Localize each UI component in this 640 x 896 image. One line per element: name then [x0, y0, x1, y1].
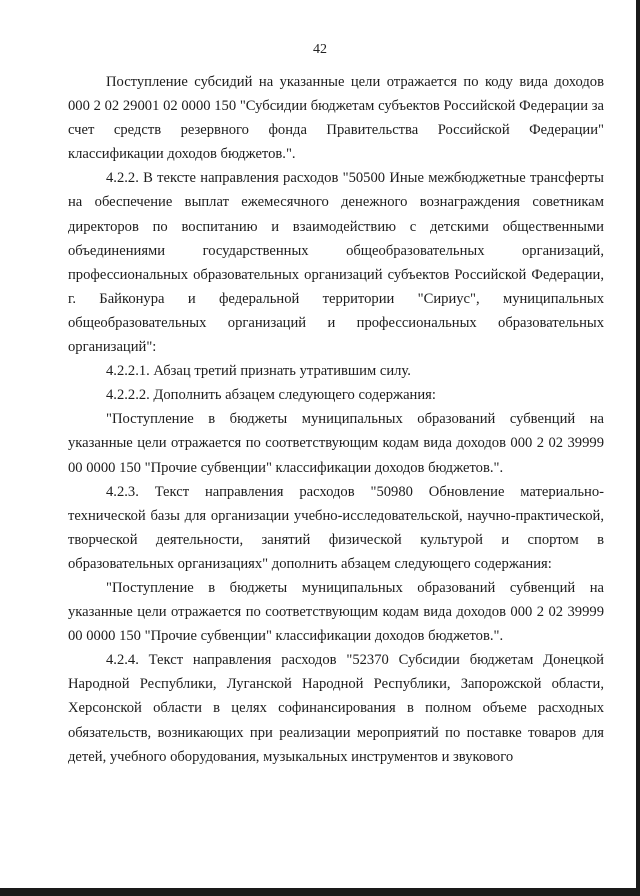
paragraph-4-2-3: 4.2.3. Текст направления расходов "50980 Обновление материально-технической базы для организации учебно-исследовательской, научно-практической, творческой деятельности, занятий физической культурой и спортом в образовательных организациях" дополнить абзацем следующего содержания:: [68, 483, 604, 572]
paragraph-4-2-2: 4.2.2. В тексте направления расходов "50500 Иные межбюджетные трансферты на обеспечение выплат ежемесячного денежного вознаграждения советникам директоров по воспитанию и взаимодействию с детскими общественными объединениями государственных общеобразовательных организаций, профессиональных образовательных организаций субъектов Российской Федерации, г. Байконура и федеральной территории "Сириус", муниципальных общеобразовательных организаций и профессиональных образовательных организаций":: [68, 170, 604, 356]
paragraph-4-2-2-2: 4.2.2.2. Дополнить абзацем следующего содержания:: [106, 387, 436, 404]
scan-edge-bottom: [0, 888, 640, 896]
page-number: 42: [313, 42, 327, 57]
paragraph-4-2-4: 4.2.4. Текст направления расходов "52370 Субсидии бюджетам Донецкой Народной Республики, Луганской Народной Республики, Запорожской области, Херсонской области в целях софинансирования в полном объеме расходных обязательств, возникающих при реализации мероприятий по поставке товаров для детей, учебного оборудования, музыкальных инструментов и звукового: [68, 652, 604, 765]
scan-edge-right: [636, 0, 640, 896]
paragraph-income-subventions-1: "Поступление в бюджеты муниципальных образований субвенций на указанные цели отражается по соответствующим кодам вида доходов 000 2 02 39999 00 0000 150 "Прочие субвенции" классификации доходов бюджетов.".: [68, 411, 604, 476]
paragraph-income-subsidies: Поступление субсидий на указанные цели отражается по коду вида доходов 000 2 02 29001 02 0000 150 "Субсидии бюджетам субъектов Российской Федерации за счет средств резервного фонда Правительства Российской Федерации" классификации доходов бюджетов.".: [68, 74, 604, 163]
paragraph-income-subventions-2: "Поступление в бюджеты муниципальных образований субвенций на указанные цели отражается по соответствующим кодам вида доходов 000 2 02 39999 00 0000 150 "Прочие субвенции" классификации доходов бюджетов.".: [68, 579, 604, 645]
paragraph-4-2-2-1: 4.2.2.1. Абзац третий признать утратившим силу.: [106, 363, 411, 380]
document-body: [68, 70, 604, 769]
